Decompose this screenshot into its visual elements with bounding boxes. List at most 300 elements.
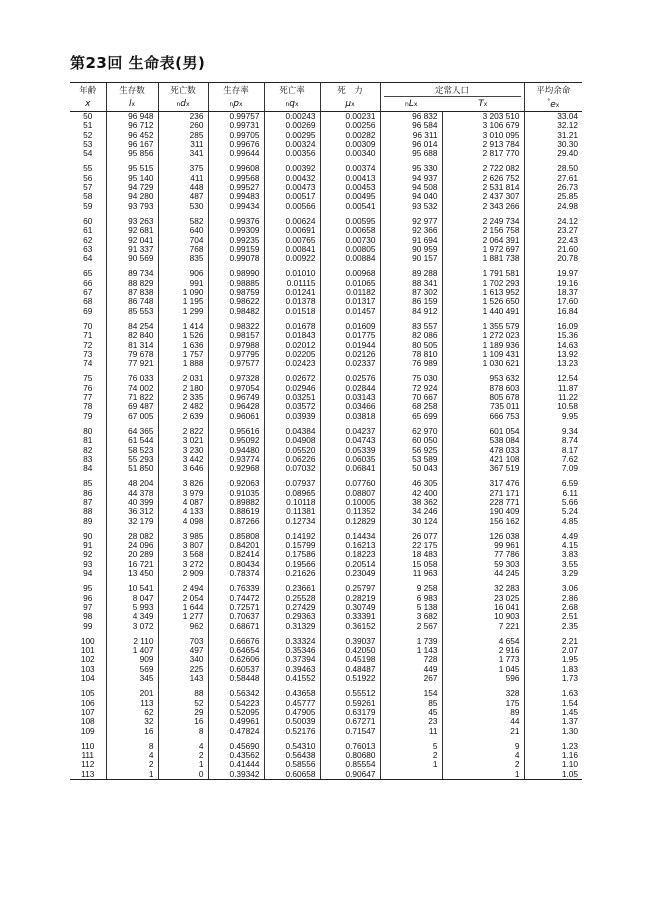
cell-life-expectancy: 5.24 [524,507,582,516]
cell-survival-rate: 0.56342 [208,689,264,698]
cell-deaths: 962 [158,622,208,631]
cell-stationary-T: 421 108 [442,455,524,464]
cell-life-expectancy: 5.66 [524,498,582,507]
cell-force-of-mortality: 0.11352 [320,507,380,516]
cell-stationary-T: 59 303 [442,560,524,569]
cell-death-rate: 0.00841 [264,245,320,254]
cell-age: 95 [83,583,93,594]
cell-age: 89 [83,515,93,526]
cell-survivors: 4 349 [106,612,158,621]
cell-force-of-mortality: 0.01944 [320,341,380,350]
cell-force-of-mortality: 0.04237 [320,427,380,436]
cell-age: 82 [83,444,93,455]
cell-survivors: 1 [106,770,158,780]
cell-stationary-T: 1 109 431 [442,350,524,359]
cell-age: 112 [81,759,95,770]
cell-deaths: 530 [158,202,208,211]
cell-survival-rate: 0.99676 [208,140,264,149]
cell-age: 109 [80,725,95,736]
cell-life-expectancy: 3.55 [524,560,582,569]
cell-stationary-L: 15 058 [380,560,442,569]
cell-force-of-mortality: 0.02126 [320,350,380,359]
cell-stationary-T: 328 [442,689,524,698]
cell-life-expectancy: 12.54 [524,374,582,383]
cell-survival-rate: 0.43562 [208,751,264,760]
cell-stationary-L: 1 143 [380,646,442,655]
cell-force-of-mortality: 0.55512 [320,689,380,698]
cell-survivors: 36 312 [106,507,158,516]
cell-stationary-L: 5 138 [380,603,442,612]
cell-stationary-T: 1 702 293 [442,279,524,288]
cell-survival-rate: 0.97795 [208,350,264,359]
cell-survival-rate: 0.85808 [208,532,264,541]
cell-stationary-L: 62 970 [380,427,442,436]
cell-death-rate: 0.21626 [264,569,320,578]
cell-deaths: 341 [158,149,208,158]
cell-life-expectancy: 4.15 [524,541,582,550]
cell-stationary-T: 44 245 [442,569,524,578]
cell-death-rate: 0.04384 [264,427,320,436]
cell-stationary-T: 21 [442,727,524,736]
cell-age: 61 [83,225,93,236]
cell-stationary-T: 601 054 [442,427,524,436]
cell-survival-rate: 0.66676 [208,637,264,646]
cell-age: 77 [83,392,93,403]
cell-survival-rate: 0.97328 [208,374,264,383]
cell-deaths: 906 [158,269,208,278]
cell-stationary-T: 317 476 [442,479,524,488]
cell-force-of-mortality: 0.01065 [320,279,380,288]
cell-survival-rate: 0.91035 [208,489,264,498]
cell-survivors: 69 487 [106,402,158,411]
cell-stationary-T: 2 156 758 [442,226,524,235]
cell-stationary-T: 1 526 650 [442,297,524,306]
cell-force-of-mortality: 0.33391 [320,612,380,621]
symbol-mu: μx [320,97,380,112]
cell-survivors: 74 002 [106,384,158,393]
cell-stationary-L: 449 [380,665,442,674]
cell-stationary-T: 367 519 [442,464,524,473]
cell-stationary-L: 65 699 [380,412,442,421]
cell-stationary-L: 267 [380,674,442,683]
cell-life-expectancy: 27.61 [524,174,582,183]
cell-force-of-mortality: 0.05339 [320,446,380,455]
cell-survival-rate: 0.97577 [208,359,264,368]
cell-stationary-T: 805 678 [442,393,524,402]
cell-death-rate: 0.00473 [264,183,320,192]
cell-death-rate: 0.17586 [264,550,320,559]
cell-stationary-L: 76 989 [380,359,442,368]
cell-survival-rate: 0.70637 [208,612,264,621]
cell-force-of-mortality: 0.00658 [320,226,380,235]
cell-stationary-L: 96 832 [380,112,442,122]
cell-stationary-L: 96 584 [380,121,442,130]
cell-stationary-T: 478 033 [442,446,524,455]
cell-stationary-T: 2 [442,760,524,769]
cell-stationary-L: 30 124 [380,517,442,526]
cell-life-expectancy: 30.30 [524,140,582,149]
cell-stationary-L: 90 959 [380,245,442,254]
cell-life-expectancy: 14.63 [524,341,582,350]
cell-stationary-T: 1 613 952 [442,288,524,297]
cell-stationary-T: 3 106 679 [442,121,524,130]
cell-stationary-T: 1 030 621 [442,359,524,368]
cell-survival-rate: 0.47824 [208,727,264,736]
cell-force-of-mortality: 0.00884 [320,254,380,263]
cell-force-of-mortality: 0.00309 [320,140,380,149]
cell-deaths: 487 [158,192,208,201]
cell-stationary-L: 96 311 [380,131,442,140]
cell-survival-rate: 0.92063 [208,479,264,488]
cell-life-expectancy: 9.95 [524,412,582,421]
cell-survival-rate: 0.99608 [208,164,264,173]
cell-stationary-L: 23 [380,717,442,726]
header-stationary-population: 定常人口 [380,83,524,98]
cell-life-expectancy: 2.35 [524,622,582,631]
cell-death-rate: 0.03251 [264,393,320,402]
cell-survival-rate: 0.95616 [208,427,264,436]
cell-death-rate: 0.02946 [264,384,320,393]
cell-survivors: 64 365 [106,427,158,436]
cell-deaths: 1 636 [158,341,208,350]
cell-force-of-mortality: 0.67271 [320,717,380,726]
cell-survival-rate: 0.78374 [208,569,264,578]
cell-age: 93 [83,558,93,569]
cell-survivors: 345 [106,674,158,683]
cell-age: 108 [80,716,95,727]
symbol-T: Tx [442,97,524,112]
cell-stationary-L: 9 258 [380,584,442,593]
cell-survivors: 61 544 [106,436,158,445]
cell-stationary-L: 75 030 [380,374,442,383]
cell-stationary-L: 95 688 [380,149,442,158]
cell-death-rate: 0.01010 [264,269,320,278]
cell-life-expectancy: 1.16 [524,751,582,760]
table-row [70,412,582,421]
cell-life-expectancy: 28.50 [524,164,582,173]
cell-life-expectancy: 1.83 [524,665,582,674]
cell-death-rate: 0.07937 [264,479,320,488]
cell-life-expectancy: 19.16 [524,279,582,288]
cell-survivors: 76 033 [106,374,158,383]
cell-force-of-mortality: 0.25797 [320,584,380,593]
cell-survival-rate: 0.99731 [208,121,264,130]
cell-age: 113 [70,770,106,780]
cell-force-of-mortality: 0.08807 [320,489,380,498]
cell-stationary-L: 42 400 [380,489,442,498]
cell-survival-rate: 0.60537 [208,665,264,674]
cell-force-of-mortality: 0.02844 [320,384,380,393]
cell-stationary-T: 10 903 [442,612,524,621]
cell-age: 72 [83,339,93,350]
cell-age: 60 [83,215,93,226]
cell-force-of-mortality: 0.00256 [320,121,380,130]
cell-age: 90 [83,530,93,541]
cell-stationary-L: 80 505 [380,341,442,350]
cell-life-expectancy: 11.87 [524,384,582,393]
cell-stationary-T: 126 038 [442,532,524,541]
cell-life-expectancy: 2.21 [524,637,582,646]
cell-deaths: 448 [158,183,208,192]
cell-survivors: 8 047 [106,594,158,603]
cell-age: 76 [83,382,93,393]
cell-death-rate: 0.11381 [264,507,320,516]
cell-life-expectancy: 1.30 [524,727,582,736]
cell-stationary-T: 89 [442,708,524,717]
cell-survivors: 1 407 [106,646,158,655]
cell-stationary-T: 1 272 023 [442,331,524,340]
cell-survival-rate: 0.93774 [208,455,264,464]
cell-survivors: 16 [106,727,158,736]
cell-life-expectancy: 15.36 [524,331,582,340]
cell-life-expectancy: 9.34 [524,427,582,436]
cell-deaths: 582 [158,217,208,226]
cell-survival-rate: 0.52095 [208,708,264,717]
cell-stationary-L: 1 739 [380,637,442,646]
cell-age: 96 [83,592,93,603]
cell-stationary-T: 2 817 770 [442,149,524,158]
cell-survival-rate: 0.80434 [208,560,264,569]
cell-survivors: 40 399 [106,498,158,507]
cell-deaths: 1 299 [158,307,208,316]
cell-life-expectancy: 1.95 [524,655,582,664]
symbol-d: ndx [158,97,208,112]
cell-survivors: 4 [106,751,158,760]
cell-death-rate: 0.00392 [264,164,320,173]
cell-force-of-mortality: 0.00374 [320,164,380,173]
cell-age: 68 [83,296,93,307]
cell-force-of-mortality: 0.12829 [320,517,380,526]
cell-deaths: 1 195 [158,297,208,306]
cell-deaths: 640 [158,226,208,235]
cell-survivors: 909 [106,655,158,664]
cell-age: 51 [83,120,93,131]
cell-death-rate: 0.02012 [264,341,320,350]
cell-life-expectancy: 6.11 [524,489,582,498]
cell-survival-rate: 0.99309 [208,226,264,235]
cell-stationary-L: 34 246 [380,507,442,516]
cell-force-of-mortality: 0.42050 [320,646,380,655]
cell-survivors: 95 140 [106,174,158,183]
cell-survivors: 8 [106,742,158,751]
cell-life-expectancy: 10.58 [524,402,582,411]
cell-deaths: 3 272 [158,560,208,569]
cell-death-rate: 0.43658 [264,689,320,698]
page-title: 第23回 生命表(男) [70,54,206,72]
cell-force-of-mortality: 0.85554 [320,760,380,769]
cell-force-of-mortality: 0.90647 [320,770,380,780]
cell-life-expectancy: 3.06 [524,584,582,593]
cell-life-expectancy: 1.05 [524,770,582,780]
cell-stationary-T: 2 722 082 [442,164,524,173]
cell-stationary-L: 96 014 [380,140,442,149]
cell-force-of-mortality: 0.01317 [320,297,380,306]
cell-survival-rate: 0.74472 [208,594,264,603]
cell-force-of-mortality: 0.00453 [320,183,380,192]
cell-life-expectancy: 20.78 [524,254,582,263]
symbol-L: nLx [380,97,442,112]
cell-age: 59 [83,200,93,211]
cell-survivors: 92 681 [106,226,158,235]
cell-life-expectancy: 1.54 [524,699,582,708]
cell-stationary-T: 1 355 579 [442,322,524,331]
cell-life-expectancy: 2.68 [524,603,582,612]
cell-death-rate: 0.00922 [264,254,320,263]
cell-stationary-T: 953 632 [442,374,524,383]
header-deaths: 死亡数 [158,83,208,98]
cell-stationary-T: 2 343 266 [442,202,524,211]
header-survival-rate: 生存率 [208,83,264,98]
cell-death-rate: 0.06226 [264,455,320,464]
cell-force-of-mortality: 0.00495 [320,192,380,201]
cell-death-rate: 0.47905 [264,708,320,717]
cell-survival-rate: 0.98759 [208,288,264,297]
cell-life-expectancy: 4.49 [524,532,582,541]
cell-deaths: 2 909 [158,569,208,578]
cell-life-expectancy: 25.85 [524,192,582,201]
cell-stationary-L: 84 912 [380,307,442,316]
cell-survivors: 5 993 [106,603,158,612]
cell-deaths: 3 646 [158,464,208,473]
cell-age: 85 [83,478,93,489]
cell-death-rate: 0.00517 [264,192,320,201]
cell-stationary-L: 60 050 [380,436,442,445]
cell-stationary-T: 1 189 936 [442,341,524,350]
cell-deaths: 2 031 [158,374,208,383]
cell-survival-rate: 0.45690 [208,742,264,751]
cell-survivors: 86 748 [106,297,158,306]
cell-death-rate: 0.58556 [264,760,320,769]
cell-survivors: 2 110 [106,637,158,646]
cell-stationary-T: 3 010 095 [442,131,524,140]
cell-stationary-T: 32 283 [442,584,524,593]
cell-survivors: 96 452 [106,131,158,140]
cell-stationary-L: 18 483 [380,550,442,559]
cell-age: 103 [80,663,95,674]
cell-stationary-L: 1 [380,760,442,769]
cell-survival-rate: 0.98885 [208,279,264,288]
cell-survivors: 77 921 [106,359,158,368]
cell-death-rate: 0.01843 [264,331,320,340]
cell-life-expectancy: 1.45 [524,708,582,717]
cell-force-of-mortality: 0.00282 [320,131,380,140]
cell-deaths: 3 979 [158,489,208,498]
cell-force-of-mortality: 0.16213 [320,541,380,550]
cell-deaths: 2 639 [158,412,208,421]
cell-survivors: 92 041 [106,236,158,245]
cell-survival-rate: 0.54223 [208,699,264,708]
cell-stationary-L: 154 [380,689,442,698]
header-age: 年齢 [70,83,106,98]
cell-stationary-T: 99 961 [442,541,524,550]
cell-deaths: 3 826 [158,479,208,488]
cell-death-rate: 0.45777 [264,699,320,708]
cell-stationary-T: 2 437 307 [442,192,524,201]
symbol-l: lx [106,97,158,112]
cell-stationary-T: 9 [442,742,524,751]
cell-force-of-mortality: 0.00541 [320,202,380,211]
cell-deaths: 411 [158,174,208,183]
cell-stationary-L: 92 977 [380,217,442,226]
cell-deaths: 1 [158,760,208,769]
table-row [70,569,582,578]
cell-survival-rate: 0.88619 [208,507,264,516]
cell-stationary-L: 26 077 [380,532,442,541]
cell-stationary-L: 87 302 [380,288,442,297]
cell-life-expectancy: 31.21 [524,131,582,140]
cell-force-of-mortality: 0.03466 [320,402,380,411]
cell-force-of-mortality: 0.39037 [320,637,380,646]
cell-death-rate: 0.14192 [264,532,320,541]
cell-survivors: 95 515 [106,164,158,173]
cell-age: 83 [83,453,93,464]
cell-force-of-mortality: 0.23049 [320,569,380,578]
cell-age: 86 [83,487,93,498]
cell-death-rate: 0.52176 [264,727,320,736]
cell-life-expectancy: 1.10 [524,760,582,769]
cell-force-of-mortality: 0.48487 [320,665,380,674]
cell-stationary-L: 94 937 [380,174,442,183]
cell-survivors: 55 293 [106,455,158,464]
cell-stationary-T: 44 [442,717,524,726]
cell-survival-rate: 0.84201 [208,541,264,550]
cell-force-of-mortality: 0.18223 [320,550,380,559]
cell-deaths: 375 [158,164,208,173]
cell-force-of-mortality: 0.63179 [320,708,380,717]
cell-age: 105 [80,688,95,699]
cell-deaths: 260 [158,121,208,130]
cell-force-of-mortality: 0.71547 [320,727,380,736]
cell-survivors: 85 553 [106,307,158,316]
cell-deaths: 0 [158,770,208,780]
cell-age: 106 [80,697,95,708]
cell-age: 58 [83,191,93,202]
cell-survival-rate: 0.94480 [208,446,264,455]
cell-age: 101 [80,645,95,656]
cell-survival-rate: 0.97054 [208,384,264,393]
cell-death-rate: 0.05520 [264,446,320,455]
cell-survivors: 79 678 [106,350,158,359]
cell-survival-rate: 0.89882 [208,498,264,507]
cell-survivors: 82 840 [106,331,158,340]
cell-survival-rate: 0.98322 [208,322,264,331]
cell-deaths: 236 [158,112,208,122]
cell-deaths: 4 098 [158,517,208,526]
table-row [70,770,582,780]
cell-survivors: 569 [106,665,158,674]
cell-survivors: 95 856 [106,149,158,158]
cell-survival-rate: 0.62606 [208,655,264,664]
cell-life-expectancy: 7.62 [524,455,582,464]
cell-deaths: 835 [158,254,208,263]
cell-age: 67 [83,287,93,298]
cell-life-expectancy: 1.63 [524,689,582,698]
cell-deaths: 3 442 [158,455,208,464]
cell-stationary-T: 735 011 [442,402,524,411]
cell-survival-rate: 0.99705 [208,131,264,140]
cell-life-expectancy: 24.12 [524,217,582,226]
cell-force-of-mortality: 0.03818 [320,412,380,421]
cell-death-rate: 0.00243 [264,112,320,122]
cell-death-rate: 0.41552 [264,674,320,683]
cell-age: 97 [83,601,93,612]
cell-stationary-L: 22 175 [380,541,442,550]
cell-stationary-T: 538 084 [442,436,524,445]
cell-survival-rate: 0.76339 [208,584,264,593]
cell-age: 73 [83,348,93,359]
cell-survivors: 90 569 [106,254,158,263]
cell-stationary-T: 1 045 [442,665,524,674]
